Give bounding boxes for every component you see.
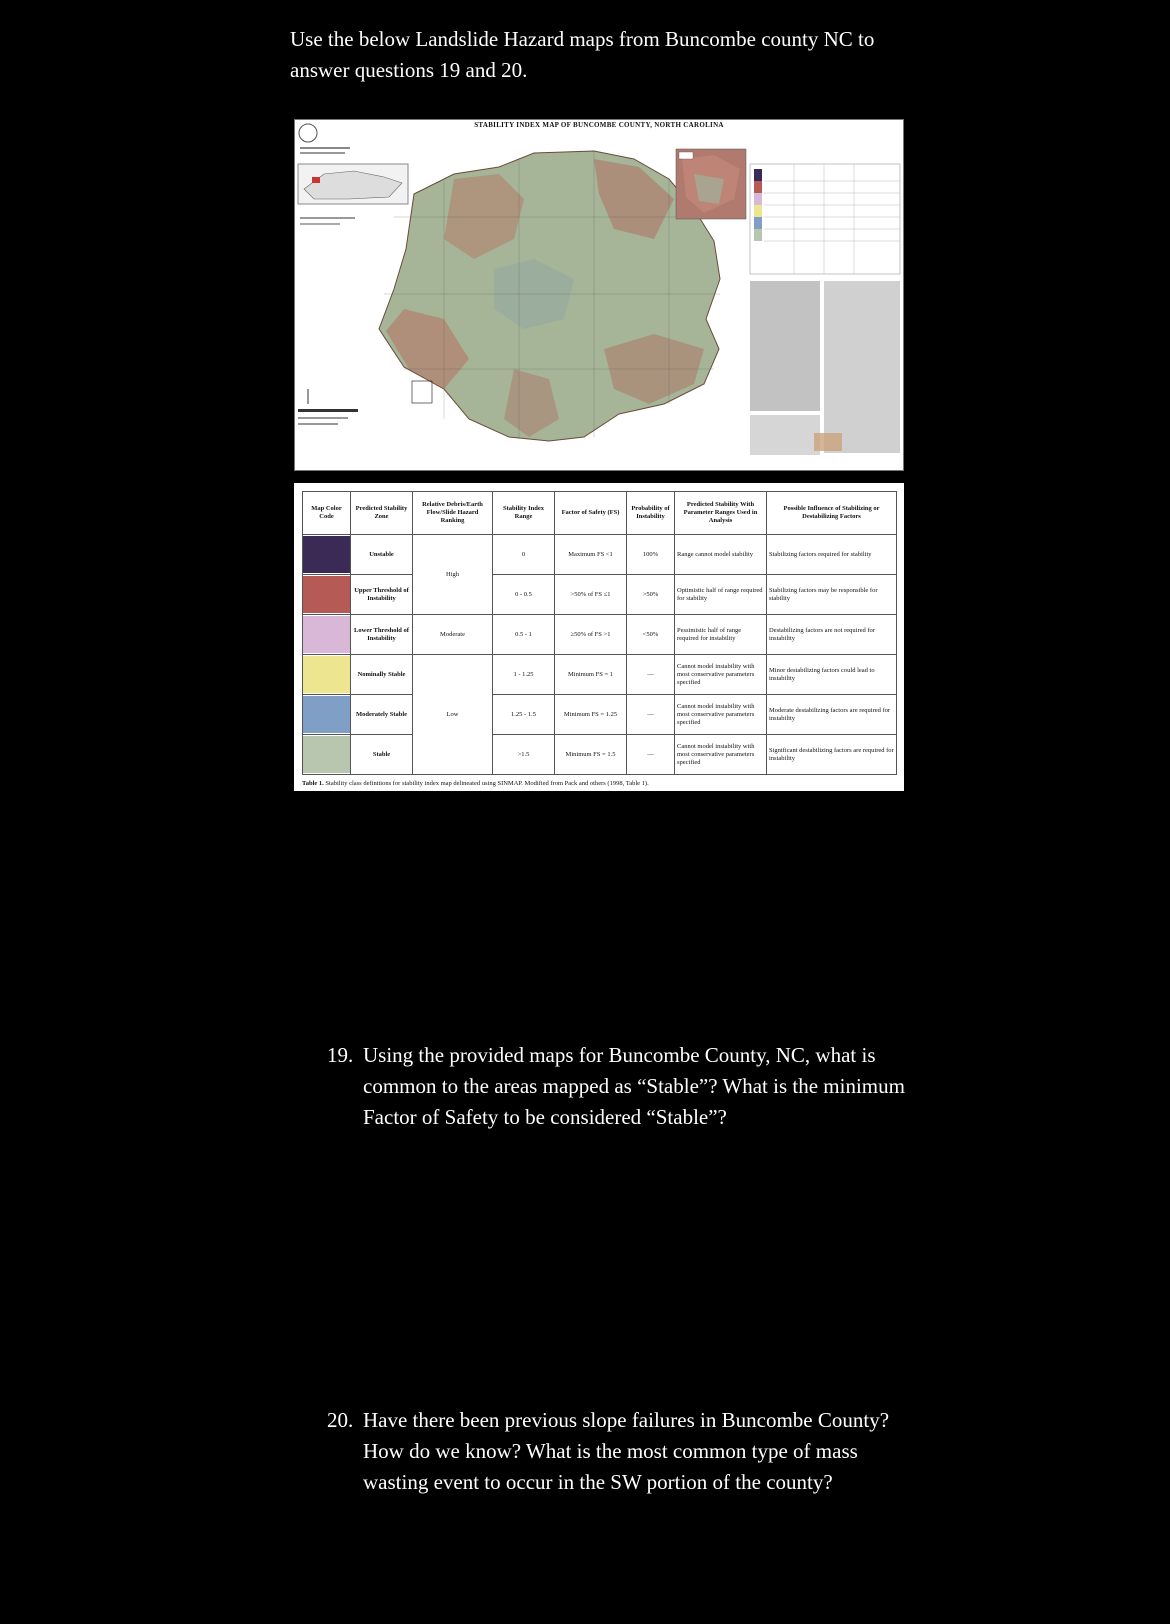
table-header: Predicted Stability Zone [351,492,413,535]
table-header: Map Color Code [303,492,351,535]
stability-zone: Unstable [351,535,413,575]
probability: >50% [627,575,675,615]
probability: — [627,695,675,735]
predicted-stability: Cannot model instability with most conservative parameters specified [675,735,767,775]
predicted-stability: Cannot model instability with most conservative parameters specified [675,695,767,735]
table-header: Stability Index Range [493,492,555,535]
swatch-fill [303,616,350,653]
table-row [303,735,897,775]
hazard-ranking: High [413,535,493,615]
table-header: Possible Influence of Stabilizing or Destabilizing Factors [767,492,897,535]
swatch-fill [303,536,350,573]
factor-of-safety: ≥50% of FS >1 [555,615,627,655]
probability: 100% [627,535,675,575]
table-header-row [303,492,897,535]
stability-table-panel [294,483,904,791]
factor-of-safety: Minimum FS = 1 [555,655,627,695]
color-swatch [303,615,351,655]
stability-zone: Upper Threshold of Instability [351,575,413,615]
possible-influence: Stabilizing factors may be responsible for stability [767,575,897,615]
swatch-fill [303,576,350,613]
stability-index: 0.5 - 1 [493,615,555,655]
table-header: Predicted Stability With Parameter Ranges Used in Analysis [675,492,767,535]
probability: <50% [627,615,675,655]
stability-index: 0 [493,535,555,575]
intro-text: Use the below Landslide Hazard maps from Buncombe county NC to answer questions 19 and 20. [290,27,875,82]
stability-class-table [302,491,897,775]
stability-index-map [294,119,904,471]
caption-label: Table 1. [302,780,324,787]
hazard-ranking: Low [413,655,493,775]
predicted-stability: Range cannot model stability [675,535,767,575]
possible-influence: Moderate destabilizing factors are required for instability [767,695,897,735]
color-swatch [303,575,351,615]
question-number: 19. [327,1043,354,1067]
factor-of-safety: Maximum FS <1 [555,535,627,575]
factor-of-safety: >50% of FS ≤1 [555,575,627,615]
swatch-fill [303,736,350,773]
table-header: Factor of Safety (FS) [555,492,627,535]
possible-influence: Significant destabilizing factors are required for instability [767,735,897,775]
color-swatch [303,695,351,735]
factor-of-safety: Minimum FS = 1.25 [555,695,627,735]
stability-zone: Nominally Stable [351,655,413,695]
stability-zone: Lower Threshold of Instability [351,615,413,655]
probability: — [627,655,675,695]
probability: — [627,735,675,775]
table-row [303,615,897,655]
stability-index: 0 - 0.5 [493,575,555,615]
table-caption [302,780,649,787]
question-number: 20. [327,1408,354,1432]
question-text: Have there been previous slope failures in Buncombe County? How do we know? What is the most common type of mass wasting event to occur in the SW portion of the county? [363,1408,890,1494]
color-swatch [303,735,351,775]
hazard-ranking: Moderate [413,615,493,655]
table-row [303,575,897,615]
predicted-stability: Cannot model instability with most conservative parameters specified [675,655,767,695]
question-19 [327,1040,907,1133]
swatch-fill [303,656,350,693]
factor-of-safety: Minimum FS = 1.5 [555,735,627,775]
possible-influence: Stabilizing factors required for stability [767,535,897,575]
county-map-graphic [294,119,904,471]
question-20 [327,1405,907,1498]
stability-index: >1.5 [493,735,555,775]
table-header: Probability of Instability [627,492,675,535]
color-swatch [303,655,351,695]
map-title: STABILITY INDEX MAP OF BUNCOMBE COUNTY, NORTH CAROLINA [474,121,724,129]
color-swatch [303,535,351,575]
table-row [303,655,897,695]
question-text: Using the provided maps for Buncombe County, NC, what is common to the areas mapped as “Stable”? What is the minimum Factor of Safety to be considered “Stable”? [363,1043,905,1129]
possible-influence: Destabilizing factors are not required for instability [767,615,897,655]
stability-zone: Moderately Stable [351,695,413,735]
table-row [303,695,897,735]
stability-index: 1.25 - 1.5 [493,695,555,735]
table-row [303,535,897,575]
caption-text: Stability class definitions for stability index map delineated using SINMAP. Modified from Pack and others (1998, Table 1). [325,780,649,787]
swatch-fill [303,696,350,733]
predicted-stability: Optimistic half of range required for stability [675,575,767,615]
stability-index: 1 - 1.25 [493,655,555,695]
stability-zone: Stable [351,735,413,775]
predicted-stability: Pessimistic half of range required for instability [675,615,767,655]
table-header: Relative Debris/Earth Flow/Slide Hazard Ranking [413,492,493,535]
possible-influence: Minor destabilizing factors could lead to instability [767,655,897,695]
